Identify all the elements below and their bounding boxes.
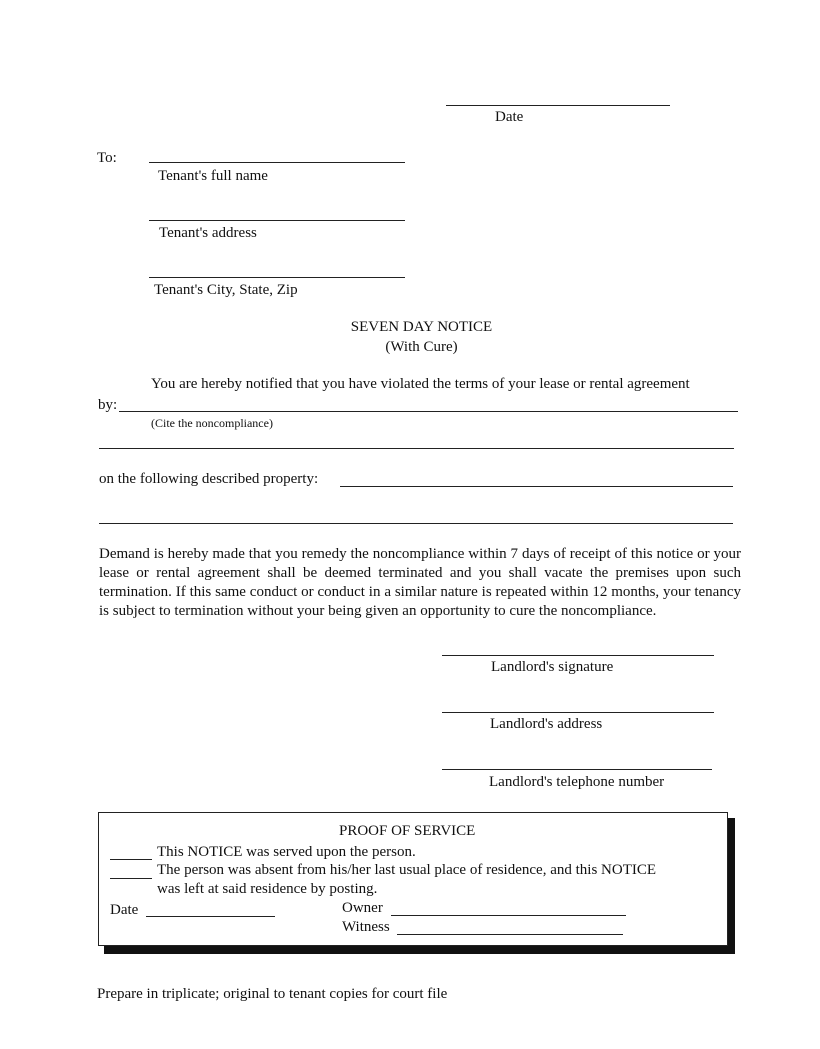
proof-owner-line[interactable] [391, 915, 626, 916]
proof-option-2-line2: was left at said residence by posting. [157, 881, 378, 897]
property-line-1[interactable] [340, 486, 733, 487]
proof-owner-label: Owner [342, 900, 383, 916]
proof-witness-label: Witness [342, 919, 390, 935]
tenant-address-label: Tenant's address [159, 225, 257, 241]
landlord-address-line[interactable] [442, 712, 714, 713]
notice-title: SEVEN DAY NOTICE [350, 319, 493, 335]
date-label: Date [495, 109, 524, 125]
landlord-address-label: Landlord's address [490, 716, 603, 732]
noncompliance-line-1[interactable] [119, 411, 738, 412]
option1-checkline[interactable] [110, 859, 152, 860]
footer-note: Prepare in triplicate; original to tenant copies for court file [97, 986, 448, 1002]
cite-noncompliance-label: (Cite the noncompliance) [151, 416, 273, 430]
proof-option-2-line1: The person was absent from his/her last usual place of residence, and this NOTICE [157, 862, 657, 878]
demand-paragraph: Demand is hereby made that you remedy the noncompliance within 7 days of receipt of this notice or your lease or rental agreement shall be deemed terminated and you shall vacate the premises upon such termination. If this same conduct or conduct in a similar nature is repeated within 12 months, your tenancy is subject to termination without your being given an opportunity to cure the noncompliance. [99, 546, 741, 619]
landlord-signature-line[interactable] [442, 655, 714, 656]
landlord-phone-line[interactable] [442, 769, 712, 770]
date-line[interactable] [446, 105, 670, 106]
property-line-2[interactable] [99, 523, 733, 524]
proof-option-1: This NOTICE was served upon the person. [157, 844, 416, 860]
property-label: on the following described property: [99, 471, 319, 487]
to-label: To: [97, 150, 117, 166]
tenant-name-line[interactable] [149, 162, 405, 163]
proof-title: PROOF OF SERVICE [339, 823, 476, 839]
landlord-signature-label: Landlord's signature [491, 659, 614, 675]
notice-intro: You are hereby notified that you have violated the terms of your lease or rental agreement [151, 376, 690, 392]
tenant-city-line[interactable] [149, 277, 405, 278]
tenant-name-label: Tenant's full name [158, 168, 268, 184]
proof-witness-line[interactable] [397, 934, 623, 935]
landlord-phone-label: Landlord's telephone number [489, 774, 665, 790]
notice-subtitle: (With Cure) [385, 339, 458, 355]
proof-date-label: Date [110, 902, 139, 918]
tenant-city-label: Tenant's City, State, Zip [154, 282, 298, 298]
by-label: by: [98, 397, 118, 413]
proof-box-shadow-right [728, 818, 735, 954]
tenant-address-line[interactable] [149, 220, 405, 221]
proof-box-shadow-bottom [104, 946, 735, 954]
proof-date-line[interactable] [146, 916, 275, 917]
option2-checkline[interactable] [110, 878, 152, 879]
noncompliance-line-2[interactable] [99, 448, 734, 449]
